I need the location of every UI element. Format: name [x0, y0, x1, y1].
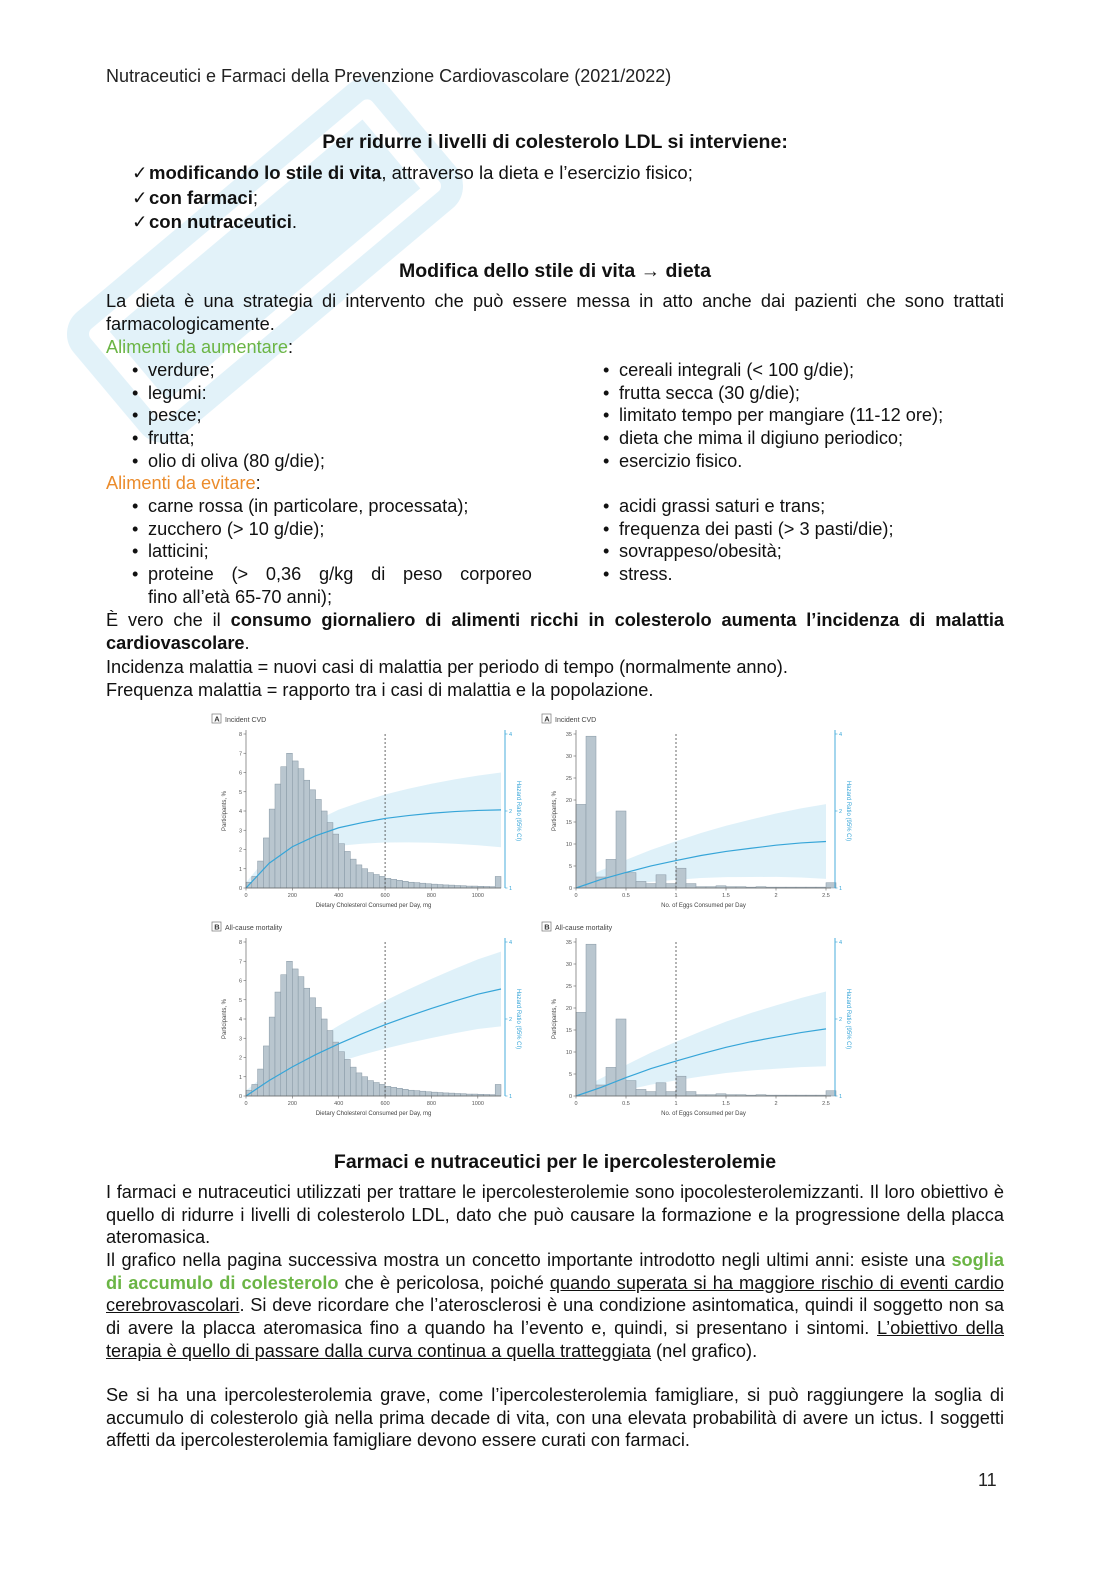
y-tick-label: 0 — [568, 886, 572, 892]
incidenza-line: Incidenza malattia = nuovi casi di malattia per periodo di tempo (normalmente anno). — [106, 657, 788, 677]
histogram-bar — [666, 884, 676, 888]
y-axis-label: Participants, % — [552, 998, 558, 1040]
histogram-bar — [431, 884, 437, 888]
histogram-bar — [426, 1092, 432, 1096]
x-tick-label: 0 — [574, 893, 578, 899]
y-tick-label: 35 — [565, 940, 572, 946]
list-item-continuation: fino all’età 65-70 anni); — [148, 586, 333, 607]
y2-tick-label: 2 — [839, 1017, 843, 1023]
farmaci-paragraph-2: Il grafico nella pagina successiva mostra un concetto importante introdotto negli ultimi anni: esiste una soglia di accumulo di colesterolo che è pericolosa, poiché quando superata si ha maggiore rischio di eventi cardio cerebrovascolari. Si deve ricordare che l’aterosclerosi è una condizione asintomatica, quindi il soggetto non sa di avere la placca ateromasica fino a quando ha l’evento e, quindi, si presentano i sintomi. L’obiettivo della terapia è quello di passare dalla curva continua a quella tratteggiata (nel grafico). — [106, 1250, 1005, 1361]
running-header: Nutraceutici e Farmaci della Prevenzione Cardiovascolare (2021/2022) — [106, 66, 672, 86]
list-item: • zucchero (> 10 g/die); — [132, 518, 532, 541]
y2-tick-label: 4 — [509, 732, 513, 738]
proteine-line: • proteine (> 0,36 g/kg di peso corporeo — [148, 564, 532, 585]
y-tick-label: 8 — [238, 940, 242, 946]
histogram-bar — [263, 838, 269, 888]
histogram-bar — [316, 799, 322, 888]
x-tick-label: 0 — [244, 1101, 248, 1107]
histogram-bar — [397, 880, 403, 888]
histogram-bar — [455, 1093, 461, 1096]
y-axis-label: Participants, % — [222, 790, 228, 832]
histogram-bar — [431, 1092, 437, 1096]
x-tick-label: 1 — [674, 893, 678, 899]
list-item: • pesce; — [132, 404, 325, 427]
y-tick-label: 0 — [238, 1094, 242, 1100]
x-tick-label: 600 — [380, 893, 390, 899]
section-title-dieta: Modifica dello stile di vita → dieta — [398, 260, 712, 282]
y-tick-label: 30 — [565, 962, 572, 968]
list-item: • latticini; — [132, 540, 532, 563]
panel-title: Incident CVD — [225, 717, 267, 724]
histogram-bar — [443, 1093, 449, 1096]
histogram-bar — [292, 761, 298, 888]
y-axis-label: Participants, % — [222, 998, 228, 1040]
x-tick-label: 1000 — [471, 1101, 484, 1107]
histogram-bar — [586, 944, 596, 1096]
y-tick-label: 25 — [565, 776, 572, 782]
panel-tag-letter: B — [214, 922, 220, 932]
increase-list-left — [132, 359, 325, 473]
histogram-bar — [368, 1081, 374, 1096]
x-tick-label: 0.5 — [622, 1101, 630, 1107]
histogram-bar — [437, 885, 443, 888]
list-item: • acidi grassi saturi e trans; — [603, 495, 894, 518]
increase-heading: Alimenti da aumentare: — [106, 337, 294, 357]
histogram-bar — [321, 811, 327, 888]
check-item: ✓con farmaci; — [132, 186, 258, 208]
consumo-paragraph: È vero che il consumo giornaliero di alimenti ricchi in colesterolo aumenta l’incidenza di malattia cardiovascolare. — [106, 610, 1004, 653]
x-tick-label: 800 — [426, 1101, 437, 1107]
histogram-bar — [606, 859, 616, 888]
avoid-list-left — [132, 495, 532, 609]
x-tick-label: 600 — [380, 1101, 390, 1107]
histogram-bar — [269, 1017, 275, 1096]
y2-axis-label: Hazard Ratio (95% CI) — [845, 780, 851, 842]
histogram-bar — [321, 1019, 327, 1096]
x-tick-label: 800 — [426, 893, 437, 899]
histogram-bar — [676, 1076, 686, 1096]
histogram-bar — [327, 823, 333, 888]
panel-title: All-cause mortality — [555, 925, 613, 932]
histogram-bar — [408, 1090, 414, 1096]
histogram-bar — [287, 961, 293, 1096]
histogram-bar — [626, 873, 636, 888]
histogram-bar — [626, 1081, 636, 1096]
histogram-bar — [258, 1069, 264, 1096]
y2-axis-label: Hazard Ratio (95% CI) — [515, 780, 521, 842]
list-item: • esercizio fisico. — [603, 450, 943, 473]
histogram-bar — [402, 881, 408, 888]
x-tick-label: 2 — [774, 893, 778, 899]
histogram-bar — [368, 873, 374, 888]
y-tick-label: 4 — [238, 809, 242, 815]
histogram-bar — [310, 998, 316, 1096]
cholesterol-eggs-figure — [210, 712, 900, 1130]
histogram-bar — [350, 1067, 356, 1096]
increase-list-right — [603, 359, 943, 473]
histogram-bar — [379, 876, 385, 888]
histogram-bar — [275, 992, 281, 1096]
histogram-bar — [826, 883, 836, 888]
dieta-intro: La dieta è una strategia di intervento che può essere messa in atto anche dai pazienti che sono trattati farmacologicamente. — [106, 291, 1004, 334]
y-axis-label: Participants, % — [552, 790, 558, 832]
x-tick-label: 200 — [287, 1101, 297, 1107]
x-tick-label: 1000 — [471, 893, 484, 899]
y-tick-label: 2 — [238, 1055, 242, 1062]
histogram-bar — [333, 1042, 339, 1096]
avoid-heading: Alimenti da evitare: — [106, 473, 261, 493]
list-item: • legumi: — [132, 382, 325, 405]
chart-figure-svg — [210, 712, 900, 1130]
histogram-bar — [686, 1092, 696, 1096]
list-item: • cereali integrali (< 100 g/die); — [603, 359, 943, 382]
histogram-bar — [646, 1092, 656, 1096]
y-tick-label: 10 — [565, 842, 572, 848]
y-tick-label: 3 — [238, 1036, 242, 1043]
histogram-bar — [408, 882, 414, 888]
list-item: • olio di oliva (80 g/die); — [132, 450, 325, 473]
histogram-bar — [443, 885, 449, 888]
section-title-farmaci: Farmaci e nutraceutici per le ipercolesterolemie — [333, 1151, 777, 1173]
histogram-bar — [310, 790, 316, 888]
y-tick-label: 10 — [565, 1050, 572, 1056]
x-axis-label: No. of Eggs Consumed per Day — [661, 903, 746, 909]
y-tick-label: 20 — [565, 798, 572, 804]
panel-tag-letter: A — [544, 714, 550, 724]
chart-panel-4 — [542, 922, 851, 1117]
histogram-bar — [586, 736, 596, 888]
histogram-bar — [636, 881, 646, 888]
list-item: • frequenza dei pasti (> 3 pasti/die); — [603, 518, 894, 541]
x-tick-label: 1.5 — [722, 893, 730, 899]
x-tick-label: 2.5 — [822, 1101, 830, 1107]
x-tick-label: 400 — [334, 1101, 344, 1107]
histogram-bar — [362, 869, 368, 888]
histogram-bar — [616, 1019, 626, 1096]
farmaci-paragraph-1: I farmaci e nutraceutici utilizzati per trattare le ipercolesterolemie sono ipocolesterolemizzanti. Il loro obiettivo è quello di ridurre i livelli di colesterolo LDL, dato che può causare la formazione e la progressione della placca ateromasica. — [106, 1182, 1004, 1248]
check-list — [132, 161, 693, 235]
x-tick-label: 2 — [774, 1101, 778, 1107]
list-item: • carne rossa (in particolare, processata); — [132, 495, 532, 518]
list-item: • frutta; — [132, 427, 325, 450]
y2-tick-label: 1 — [839, 886, 843, 892]
y2-tick-label: 1 — [839, 1094, 843, 1100]
histogram-bar — [333, 834, 339, 888]
list-item — [132, 563, 532, 586]
y-tick-label: 3 — [238, 828, 242, 835]
histogram-bar — [576, 804, 586, 888]
y-tick-label: 15 — [565, 820, 572, 826]
y2-tick-label: 2 — [509, 1017, 513, 1023]
y-tick-label: 5 — [568, 1072, 572, 1078]
histogram-bar — [292, 969, 298, 1096]
histogram-bar — [298, 977, 304, 1096]
y-tick-label: 8 — [238, 732, 242, 738]
y-tick-label: 25 — [565, 984, 572, 990]
histogram-bar — [304, 988, 310, 1096]
panel-title: Incident CVD — [555, 717, 597, 724]
page-number: 11 — [978, 1470, 997, 1490]
check-item: ✓con nutraceutici. — [132, 211, 298, 232]
y-tick-label: 7 — [238, 751, 242, 758]
y2-tick-label: 2 — [509, 809, 513, 815]
x-axis-label: Dietary Cholesterol Consumed per Day, mg — [315, 903, 432, 909]
histogram-bar — [374, 1083, 380, 1096]
check-item: ✓modificando lo stile di vita, attraverso la dieta e l’esercizio fisico; — [132, 162, 693, 183]
y-tick-label: 5 — [568, 864, 572, 870]
x-tick-label: 0.5 — [622, 893, 630, 899]
x-tick-label: 200 — [287, 893, 297, 899]
histogram-bar — [449, 1093, 455, 1096]
histogram-bar — [397, 1088, 403, 1096]
x-tick-label: 1.5 — [722, 1101, 730, 1107]
histogram-bar — [455, 885, 461, 888]
histogram-bar — [676, 868, 686, 888]
histogram-bar — [636, 1089, 646, 1096]
histogram-bar — [420, 883, 426, 888]
histogram-bar — [495, 1084, 501, 1096]
histogram-bar — [437, 1093, 443, 1096]
list-item: • dieta che mima il digiuno periodico; — [603, 427, 943, 450]
frequenza-line: Frequenza malattia = rapporto tra i casi di malattia e la popolazione. — [106, 680, 654, 700]
histogram-bar — [826, 1091, 836, 1096]
histogram-bar — [495, 876, 501, 888]
y-tick-label: 7 — [238, 959, 242, 966]
chart-panel-3 — [212, 922, 521, 1117]
histogram-bar — [287, 753, 293, 888]
list-item: • limitato tempo per mangiare (11-12 ore); — [603, 404, 943, 427]
histogram-bar — [391, 879, 397, 888]
histogram-bar — [402, 1089, 408, 1096]
histogram-bar — [350, 859, 356, 888]
x-tick-label: 400 — [334, 893, 344, 899]
panel-tag-letter: A — [214, 714, 220, 724]
histogram-bar — [345, 1059, 351, 1096]
histogram-bar — [298, 769, 304, 888]
x-tick-label: 1 — [674, 1101, 678, 1107]
y-tick-label: 1 — [238, 866, 242, 873]
histogram-bar — [656, 1083, 666, 1096]
histogram-bar — [356, 865, 362, 888]
y-tick-label: 0 — [238, 886, 242, 892]
farmaci-paragraph-3: Se si ha una ipercolesterolemia grave, come l’ipercolesterolemia famigliare, si può raggiungere la soglia di accumulo di colesterolo già nella prima decade di vita, con una elevata probabilità di avere un ictus. I soggetti affetti da ipercolesterolemia famigliare devono essere curati con farmaci. — [106, 1385, 1004, 1451]
chart-panel-1 — [212, 714, 521, 909]
y-tick-label: 5 — [238, 997, 242, 1004]
histogram-bar — [616, 811, 626, 888]
y-tick-label: 1 — [238, 1074, 242, 1081]
y2-axis-label: Hazard Ratio (95% CI) — [515, 988, 521, 1050]
histogram-bar — [275, 784, 281, 888]
y-tick-label: 35 — [565, 732, 572, 738]
histogram-bar — [666, 1092, 676, 1096]
histogram-bar — [304, 780, 310, 888]
histogram-bar — [385, 878, 391, 888]
histogram-bar — [269, 809, 275, 888]
histogram-bar — [345, 851, 351, 888]
list-item: • verdure; — [132, 359, 325, 382]
histogram-bar — [414, 1091, 420, 1096]
y-tick-label: 20 — [565, 1006, 572, 1012]
histogram-bar — [316, 1007, 322, 1096]
x-tick-label: 0 — [574, 1101, 578, 1107]
y2-tick-label: 4 — [839, 940, 843, 946]
histogram-bar — [263, 1046, 269, 1096]
y2-tick-label: 1 — [509, 886, 513, 892]
y2-axis-label: Hazard Ratio (95% CI) — [845, 988, 851, 1050]
histogram-bar — [379, 1084, 385, 1096]
y-tick-label: 4 — [238, 1017, 242, 1023]
histogram-bar — [426, 884, 432, 888]
y2-tick-label: 1 — [509, 1094, 513, 1100]
section-title-ldl: Per ridurre i livelli di colesterolo LDL si interviene: — [322, 131, 788, 153]
y2-tick-label: 2 — [839, 809, 843, 815]
list-item: • sovrappeso/obesità; — [603, 540, 894, 563]
histogram-bar — [339, 1052, 345, 1096]
histogram-bar — [686, 884, 696, 888]
y2-tick-label: 4 — [509, 940, 513, 946]
y-tick-label: 30 — [565, 754, 572, 760]
histogram-bar — [362, 1077, 368, 1096]
histogram-bar — [646, 884, 656, 888]
histogram-bar — [576, 1012, 586, 1096]
x-tick-label: 0 — [244, 893, 248, 899]
y-tick-label: 6 — [238, 770, 242, 777]
histogram-bar — [414, 883, 420, 888]
panel-tag-letter: B — [544, 922, 550, 932]
y-tick-label: 15 — [565, 1028, 572, 1034]
y-tick-label: 0 — [568, 1094, 572, 1100]
y-tick-label: 6 — [238, 978, 242, 985]
histogram-bar — [420, 1091, 426, 1096]
y-tick-label: 2 — [238, 847, 242, 854]
y2-tick-label: 4 — [839, 732, 843, 738]
x-axis-label: Dietary Cholesterol Consumed per Day, mg — [315, 1111, 432, 1117]
histogram-bar — [449, 885, 455, 888]
x-tick-label: 2.5 — [822, 893, 830, 899]
panel-title: All-cause mortality — [225, 925, 283, 932]
x-axis-label: No. of Eggs Consumed per Day — [661, 1111, 746, 1117]
list-item: • stress. — [603, 563, 894, 586]
avoid-list-right — [603, 495, 894, 586]
histogram-bar — [656, 875, 666, 888]
list-item: • frutta secca (30 g/die); — [603, 382, 943, 405]
histogram-bar — [356, 1073, 362, 1096]
histogram-bar — [385, 1086, 391, 1096]
y-tick-label: 5 — [238, 789, 242, 796]
histogram-bar — [281, 767, 287, 888]
histogram-bar — [327, 1031, 333, 1096]
chart-panel-2 — [542, 714, 851, 909]
histogram-bar — [281, 975, 287, 1096]
histogram-bar — [374, 875, 380, 888]
histogram-bar — [339, 844, 345, 888]
histogram-bar — [391, 1087, 397, 1096]
